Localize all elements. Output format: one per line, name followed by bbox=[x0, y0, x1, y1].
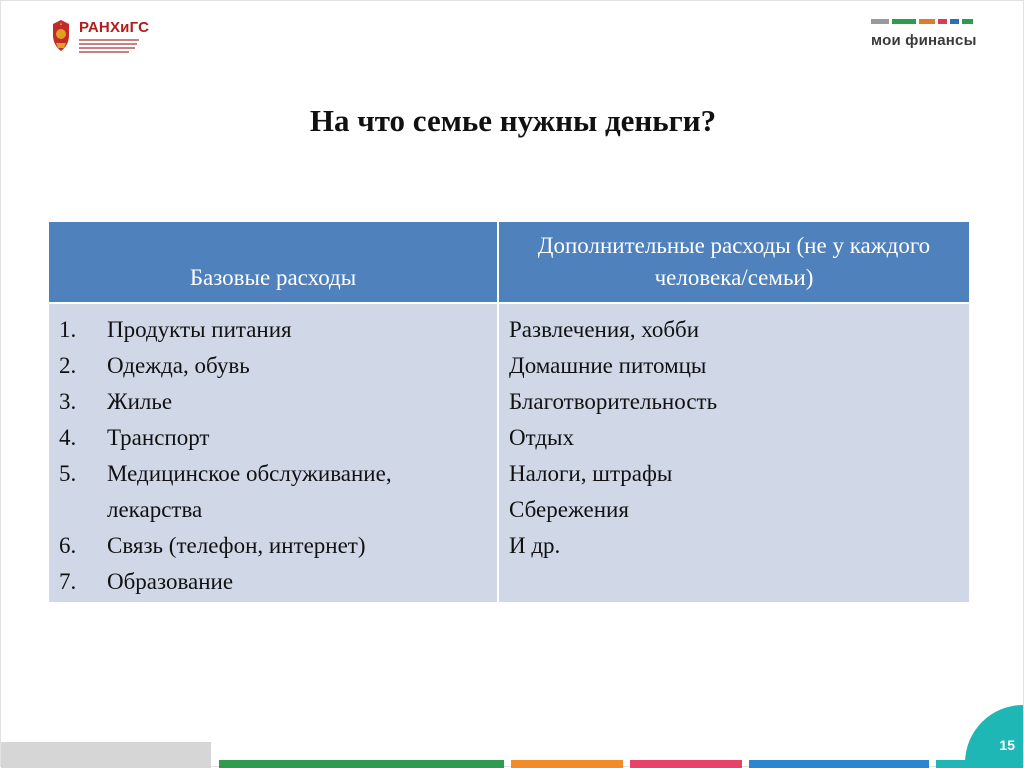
item-text: Медицинское обслуживание, лекарства bbox=[107, 461, 392, 522]
list-item: И др. bbox=[509, 533, 561, 558]
item-text: Транспорт bbox=[107, 425, 210, 450]
item-number: 4. bbox=[59, 425, 77, 450]
item-number: 5. bbox=[59, 461, 77, 486]
item-number: 7. bbox=[59, 569, 77, 594]
list-item: Отдых bbox=[509, 425, 575, 450]
list-item: Налоги, штрафы bbox=[509, 461, 673, 486]
list-item: Развлечения, хобби bbox=[509, 317, 700, 342]
list-item bbox=[59, 564, 487, 600]
additional-expenses-cell bbox=[498, 303, 970, 603]
header-additional-expenses: Дополнительные расходы (не у каждого человека/семьи) bbox=[498, 221, 970, 303]
item-number: 3. bbox=[59, 389, 77, 414]
list-item: Сбережения bbox=[509, 497, 629, 522]
list-item bbox=[59, 528, 487, 564]
basic-expenses-cell bbox=[48, 303, 498, 603]
list-item bbox=[59, 420, 487, 456]
emblem-icon bbox=[49, 19, 73, 53]
ranepa-logo bbox=[49, 19, 149, 53]
expenses-table bbox=[47, 220, 971, 604]
item-text: Связь (телефон, интернет) bbox=[107, 533, 366, 558]
ranepa-logo-subtitle bbox=[79, 39, 149, 53]
item-text: Жилье bbox=[107, 389, 173, 414]
ranepa-logo-name: РАНХиГС bbox=[79, 18, 150, 36]
list-item bbox=[59, 384, 487, 420]
list-item: Благотворительность bbox=[509, 389, 718, 414]
header-basic-expenses: Базовые расходы bbox=[48, 221, 498, 303]
moi-finansy-logo-name: мои финансы bbox=[871, 32, 977, 49]
item-text: Образование bbox=[107, 569, 234, 594]
moi-finansy-logo bbox=[871, 19, 977, 49]
page-number: 15 bbox=[999, 737, 1015, 753]
list-item bbox=[59, 456, 487, 528]
item-text: Продукты питания bbox=[107, 317, 292, 342]
footer-color-bars bbox=[1, 742, 1024, 768]
list-item: Домашние питомцы bbox=[509, 353, 707, 378]
slide-title: На что семье нужны деньги? bbox=[309, 103, 717, 138]
item-number: 6. bbox=[59, 533, 77, 558]
item-text: Одежда, обувь bbox=[107, 353, 250, 378]
list-item bbox=[59, 348, 487, 384]
item-number: 1. bbox=[59, 317, 77, 342]
brand-color-bars bbox=[871, 19, 973, 24]
list-item bbox=[59, 312, 487, 348]
item-number: 2. bbox=[59, 353, 77, 378]
